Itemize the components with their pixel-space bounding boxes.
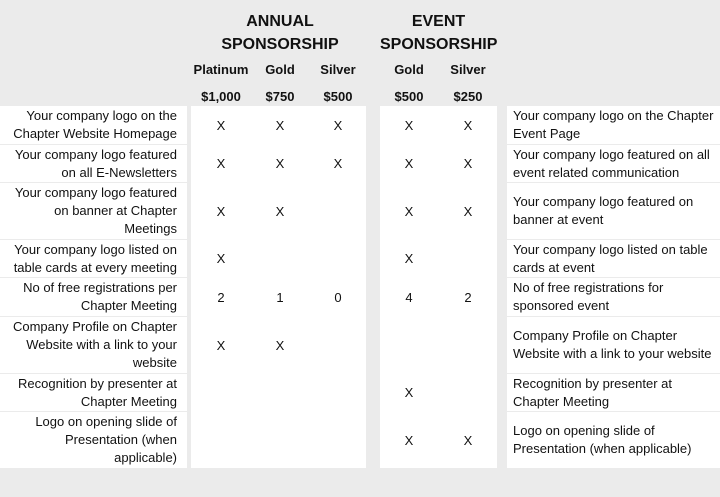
mark-annual-silver — [310, 374, 366, 411]
price-event-gold: $500 — [394, 89, 424, 104]
tier-annual-gold: Gold — [265, 62, 295, 77]
annual-heading-line-1: ANNUAL — [246, 13, 314, 30]
mark-annual-gold: X — [275, 156, 285, 171]
annual-heading-line-2: SPONSORSHIP — [221, 36, 339, 53]
price-platinum: $1,000 — [201, 89, 241, 104]
mark-platinum: X — [216, 203, 226, 219]
mark-annual-silver — [310, 412, 366, 468]
mark-annual-silver — [310, 183, 366, 239]
annual-benefit: Logo on opening slide of Presentation (when applicable) — [0, 412, 187, 468]
mark-annual-gold: X — [275, 117, 285, 133]
table-row — [0, 278, 720, 316]
price-annual-gold: $750 — [265, 89, 295, 104]
mark-annual-gold: X — [275, 337, 285, 353]
annual-benefit: Your company logo featured on all E-Newsletters — [0, 145, 187, 182]
event-benefit: Your company logo listed on table cards at event — [507, 240, 720, 277]
mark-event-gold: X — [404, 117, 414, 133]
mark-platinum — [191, 374, 251, 411]
mark-annual-silver — [310, 317, 366, 373]
annual-sponsorship-heading — [196, 10, 364, 56]
event-benefit: Your company logo featured on all event related communication — [507, 145, 720, 182]
tier-event-gold: Gold — [394, 62, 424, 77]
annual-benefit: Your company logo listed on table cards at every meeting — [0, 240, 187, 277]
annual-benefit: Your company logo featured on banner at Chapter Meetings — [0, 183, 187, 239]
table-row — [0, 145, 720, 182]
mark-event-gold: X — [404, 203, 414, 219]
mark-event-silver — [439, 374, 497, 411]
event-heading-line-1: EVENT — [411, 13, 466, 30]
event-heading-line-2: SPONSORSHIP — [380, 36, 498, 53]
mark-event-silver — [439, 317, 497, 373]
mark-event-gold: 4 — [405, 289, 413, 305]
tier-annual-silver: Silver — [320, 62, 356, 77]
mark-event-silver: X — [463, 117, 473, 133]
mark-event-silver: X — [463, 156, 473, 171]
table-row — [0, 374, 720, 411]
mark-annual-silver: X — [333, 156, 343, 171]
event-sponsorship-heading — [380, 10, 497, 56]
price-annual-silver: $500 — [323, 89, 353, 104]
mark-event-silver — [439, 240, 497, 277]
tier-platinum: Platinum — [193, 62, 249, 77]
annual-benefit: Recognition by presenter at Chapter Meeting — [0, 374, 187, 411]
mark-platinum: 2 — [217, 289, 225, 305]
event-benefit: Company Profile on Chapter Website with a link to your website — [507, 317, 720, 373]
tier-event-silver: Silver — [450, 62, 486, 77]
mark-annual-gold: 1 — [276, 289, 284, 305]
annual-benefit: No of free registrations per Chapter Meeting — [0, 278, 187, 316]
mark-platinum: X — [216, 117, 226, 133]
table-row — [0, 317, 720, 373]
mark-event-silver: X — [463, 432, 473, 448]
mark-annual-silver: X — [333, 117, 343, 133]
event-benefit: Logo on opening slide of Presentation (when applicable) — [507, 412, 720, 468]
mark-annual-gold — [252, 412, 308, 468]
event-benefit: Your company logo on the Chapter Event Page — [507, 106, 720, 144]
event-benefit: Recognition by presenter at Chapter Meeting — [507, 374, 720, 411]
mark-platinum: X — [216, 337, 226, 353]
table-row — [0, 412, 720, 468]
mark-annual-gold: X — [275, 203, 285, 219]
mark-annual-silver: 0 — [334, 289, 342, 305]
mark-annual-silver — [310, 240, 366, 277]
table-row — [0, 240, 720, 277]
mark-platinum: X — [216, 251, 226, 266]
annual-benefit: Your company logo on the Chapter Website Homepage — [0, 106, 187, 144]
mark-event-gold: X — [404, 251, 414, 266]
mark-annual-gold — [252, 240, 308, 277]
event-benefit: Your company logo featured on banner at event — [507, 183, 720, 239]
mark-annual-gold — [252, 374, 308, 411]
table-row — [0, 183, 720, 239]
mark-platinum: X — [216, 156, 226, 171]
mark-event-silver: 2 — [464, 289, 472, 305]
event-benefit: No of free registrations for sponsored event — [507, 278, 720, 316]
price-event-silver: $250 — [453, 89, 483, 104]
mark-event-gold — [380, 317, 438, 373]
mark-event-gold: X — [404, 156, 414, 171]
mark-event-gold: X — [404, 432, 414, 448]
mark-event-silver: X — [463, 203, 473, 219]
annual-benefit: Company Profile on Chapter Website with a link to your website — [0, 317, 187, 373]
mark-event-gold: X — [404, 385, 414, 400]
table-row — [0, 106, 720, 144]
mark-platinum — [191, 412, 251, 468]
